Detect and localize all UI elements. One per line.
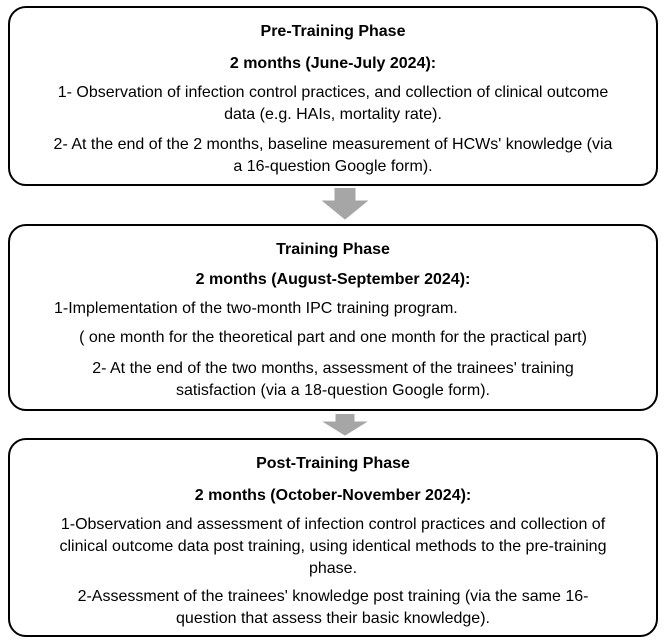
- phase-period: 2 months (August-September 2024):: [195, 271, 471, 288]
- phase-text-line: question that assess their basic knowledge).: [176, 610, 490, 627]
- phase-title: Training Phase: [276, 241, 390, 258]
- phase-text-line: 2- At the end of the 2 months, baseline measurement of HCWs' knowledge (via: [53, 136, 613, 153]
- phase-text-line: data (e.g. HAIs, mortality rate).: [224, 106, 442, 123]
- phase-text-line: satisfaction (via a 18-question Google form).: [176, 382, 490, 399]
- phase-text-line: 1- Observation of infection control practices, and collection of clinical outcome: [57, 84, 609, 101]
- down-arrow-icon: [322, 188, 368, 220]
- down-arrow-icon: [322, 414, 368, 436]
- phase-period: 2 months (June-July 2024):: [229, 55, 437, 72]
- phase-title: Post-Training Phase: [256, 455, 410, 472]
- phase-text-line: 2-Assessment of the trainees' knowledge post training (via the same 16-: [77, 588, 589, 605]
- phase-text-line: 1-Implementation of the two-month IPC training program.: [54, 300, 458, 317]
- pre-training-phase-box: [8, 6, 658, 186]
- training-phase-box: [8, 224, 658, 411]
- phase-text-line: phase.: [308, 560, 358, 577]
- post-training-phase-box: [8, 438, 658, 637]
- phase-title: Pre-Training Phase: [260, 23, 406, 40]
- phase-text-line: clinical outcome data post training, using identical methods to the pre-training: [59, 538, 607, 555]
- phase-text-line: 1-Observation and assessment of infection control practices and collection of: [60, 516, 606, 533]
- phase-text-line: ( one month for the theoretical part and one month for the practical part): [79, 329, 587, 346]
- phase-period: 2 months (October-November 2024):: [194, 487, 472, 504]
- phase-text-line: a 16-question Google form).: [233, 158, 433, 175]
- phase-text-line: 2- At the end of the two months, assessment of the trainees' training: [92, 360, 574, 377]
